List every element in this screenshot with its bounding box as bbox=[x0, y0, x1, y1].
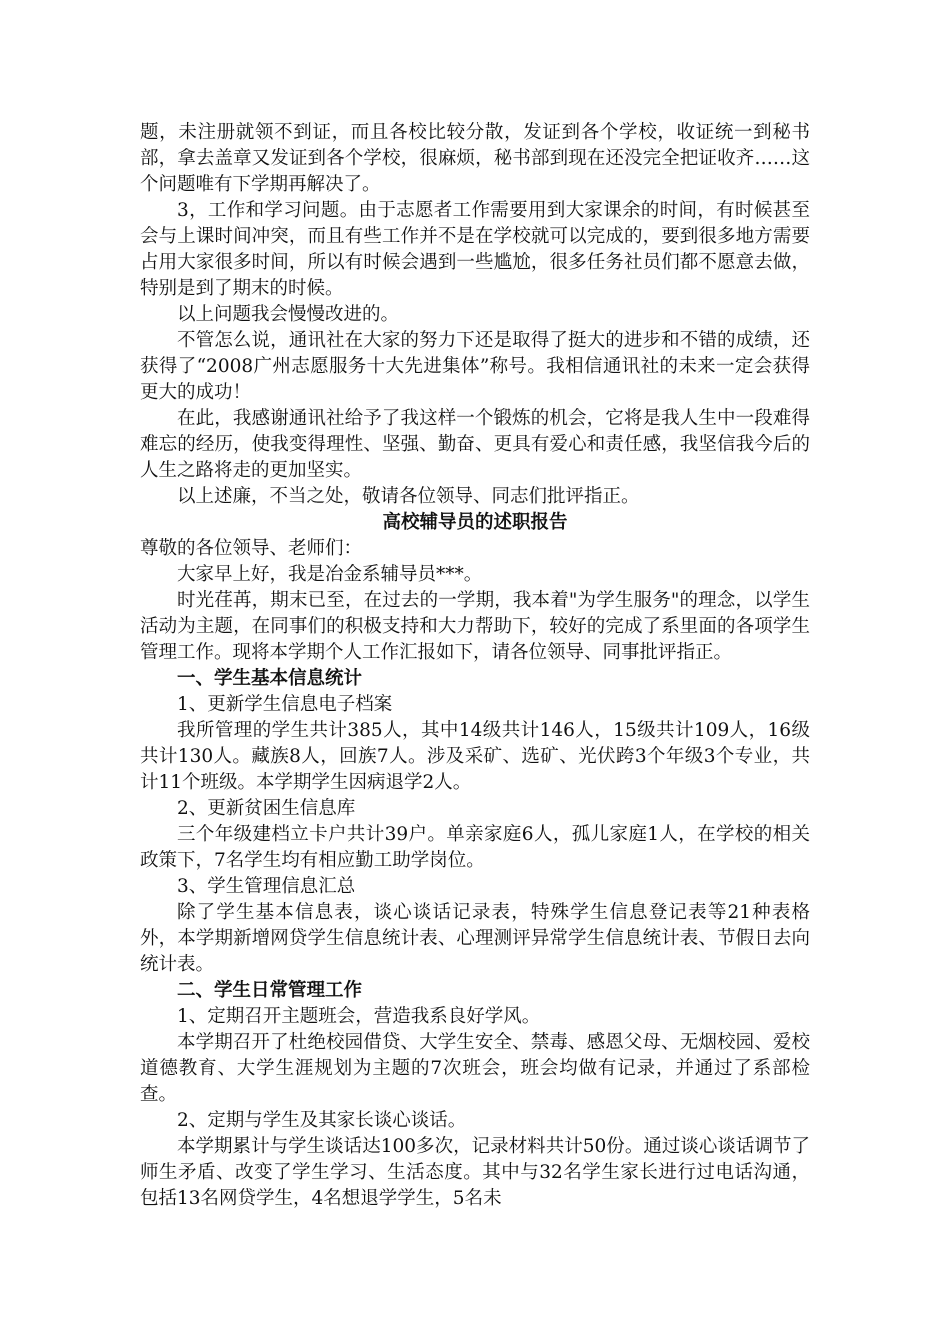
paragraph: 以上述廉，不当之处，敬请各位领导、同志们批评指正。 bbox=[177, 486, 640, 507]
paragraph: 本学期召开了杜绝校园借贷、大学生安全、禁毒、感恩父母、无烟校园、爱校道德教育、大学生涯规划为主题的7次班会，班会均做有记录，并通过了系部检查。 bbox=[140, 1032, 810, 1105]
paragraph: 我所管理的学生共计385人，其中14级共计146人，15级共计109人，16级共计130人。藏族8人，回族7人。涉及采矿、选矿、光伏跨3个年级3个专业，共计11个班级。本学期学生因病退学2人。 bbox=[140, 720, 810, 793]
report-title: 高校辅导员的述职报告 bbox=[382, 512, 568, 533]
document-page bbox=[140, 120, 810, 1212]
previous-section-paragraphs bbox=[140, 120, 810, 510]
subheading: 3、学生管理信息汇总 bbox=[177, 876, 356, 897]
paragraph: 题，未注册就领不到证，而且各校比较分散，发证到各个学校，收证统一到秘书部，拿去盖章又发证到各个学校，很麻烦，秘书部到现在还没完全把证收齐……这个问题唯有下学期再解决了。 bbox=[140, 122, 810, 195]
subheading: 1、更新学生信息电子档案 bbox=[177, 694, 393, 715]
section-heading: 一、学生基本信息统计 bbox=[177, 668, 363, 689]
subheading: 1、定期召开主题班会，营造我系良好学风。 bbox=[177, 1006, 541, 1027]
subheading: 2、更新贫困生信息库 bbox=[177, 798, 356, 819]
salutation: 尊敬的各位领导、老师们： bbox=[140, 538, 363, 559]
paragraph: 本学期累计与学生谈话达100多次，记录材料共计50份。通过谈心谈话调节了师生矛盾、改变了学生学习、生活态度。其中与32名学生家长进行过电话沟通，包括13名网贷学生，4名想退学学生，5名未 bbox=[140, 1136, 810, 1209]
paragraph: 3，工作和学习问题。由于志愿者工作需要用到大家课余的时间，有时候甚至会与上课时间冲突，而且有些工作并不是在学校就可以完成的，要到很多地方需要占用大家很多时间，所以有时候会遇到一些尴尬，很多任务社员们都不愿意去做，特别是到了期末的时候。 bbox=[140, 200, 810, 299]
report-body bbox=[140, 562, 810, 1212]
paragraph: 时光荏苒，期末已至，在过去的一学期，我本着"为学生服务"的理念，以学生活动为主题，在同事们的积极支持和大力帮助下，较好的完成了系里面的各项学生管理工作。现将本学期个人工作汇报如下，请各位领导、同事批评指正。 bbox=[140, 590, 810, 663]
paragraph: 除了学生基本信息表，谈心谈话记录表，特殊学生信息登记表等21种表格外，本学期新增网贷学生信息统计表、心理测评异常学生信息统计表、节假日去向统计表。 bbox=[140, 902, 810, 975]
paragraph: 不管怎么说，通讯社在大家的努力下还是取得了挺大的进步和不错的成绩，还获得了“2008广州志愿服务十大先进集体”称号。我相信通讯社的未来一定会获得更大的成功！ bbox=[140, 330, 810, 403]
paragraph: 大家早上好，我是冶金系辅导员***。 bbox=[177, 564, 483, 585]
paragraph: 三个年级建档立卡户共计39户。单亲家庭6人，孤儿家庭1人，在学校的相关政策下，7名学生均有相应勤工助学岗位。 bbox=[140, 824, 810, 871]
paragraph: 在此，我感谢通讯社给予了我这样一个锻炼的机会，它将是我人生中一段难得难忘的经历，使我变得理性、坚强、勤奋、更具有爱心和责任感，我坚信我今后的人生之路将走的更加坚实。 bbox=[140, 408, 810, 481]
paragraph: 以上问题我会慢慢改进的。 bbox=[177, 304, 400, 325]
subheading: 2、定期与学生及其家长谈心谈话。 bbox=[177, 1110, 467, 1131]
section-heading: 二、学生日常管理工作 bbox=[177, 980, 363, 1001]
